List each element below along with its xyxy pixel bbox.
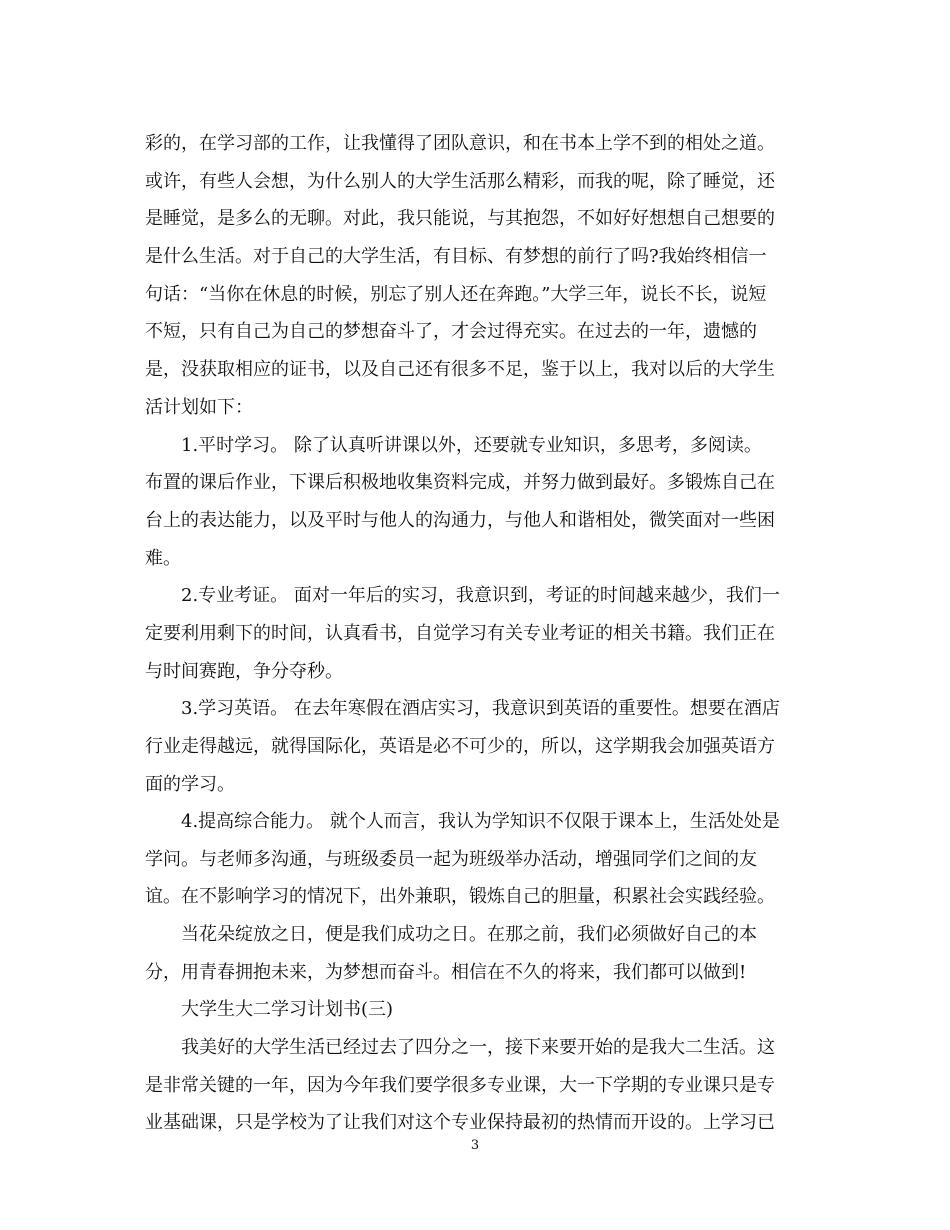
paragraph-line: 句话：“当你在休息的时候，别忘了别人还在奔跑。”大学三年，说长不长，说短 [145,284,767,305]
list-item-2-first-line: 2.专业考证。 面对一年后的实习，我意识到，考证的时间越来越少，我们一 [181,585,780,606]
paragraph-line: 行业走得越远，就得国际化，英语是必不可少的，所以，这学期我会加强英语方 [145,736,775,757]
paragraph-line: 台上的表达能力，以及平时与他人的沟通力，与他人和谐相处，微笑面对一些困 [145,510,775,531]
paragraph-line: 难。 [145,548,181,569]
paragraph-line: 不短，只有自己为自己的梦想奋斗了，才会过得充实。在过去的一年，遗憾的 [145,321,757,342]
paragraph-line: 谊。在不影响学习的情况下，出外兼职，锻炼自己的胆量，积累社会实践经验。 [145,886,775,907]
paragraph-line: 或许，有些人会想，为什么别人的大学生活那么精彩，而我的呢，除了睡觉，还 [145,171,775,192]
list-item-3-first-line: 3.学习英语。 在去年寒假在酒店实习，我意识到英语的重要性。想要在酒店 [181,698,780,719]
paragraph-line: 是，没获取相应的证书，以及自己还有很多不足，鉴于以上，我对以后的大学生 [145,359,775,380]
paragraph-line: 活计划如下： [145,397,253,418]
paragraph-line: 面的学习。 [145,774,235,795]
paragraph-first-line: 我美好的大学生活已经过去了四分之一，接下来要开始的是我大二生活。这 [181,1037,775,1058]
paragraph-line: 业基础课，只是学校为了让我们对这个专业保持最初的热情而开设的。上学习已 [145,1112,775,1133]
paragraph-line: 是什么生活。对于自己的大学生活，有目标、有梦想的前行了吗?我始终相信一 [145,246,767,267]
list-item-4-first-line: 4.提高综合能力。 就个人而言，我认为学知识不仅限于课本上，生活处处是 [181,811,780,832]
list-item-1-first-line: 1.平时学习。 除了认真听讲课以外，还要就专业知识，多思考，多阅读。 [181,435,762,456]
paragraph-line: 学问。与老师多沟通，与班级委员一起为班级举办活动，增强同学们之间的友 [145,849,757,870]
paragraph-line: 是睡觉，是多么的无聊。对此，我只能说，与其抱怨，不如好好想想自己想要的 [145,208,775,229]
paragraph-line: 分，用青春拥抱未来，为梦想而奋斗。相信在不久的将来，我们都可以做到! [145,962,747,983]
page-number: 3 [470,1138,480,1153]
paragraph-line: 布置的课后作业，下课后积极地收集资料完成，并努力做到最好。多锻炼自己在 [145,472,775,493]
paragraph-line: 彩的，在学习部的工作，让我懂得了团队意识，和在书本上学不到的相处之道。 [145,133,775,154]
section-heading: 大学生大二学习计划书(三) [181,999,394,1020]
paragraph-line: 定要利用剩下的时间，认真看书，自觉学习有关专业考证的相关书籍。我们正在 [145,623,775,644]
paragraph-line: 是非常关键的一年，因为今年我们要学很多专业课，大一下学期的专业课只是专 [145,1075,775,1096]
paragraph-line: 与时间赛跑，争分夺秒。 [145,661,343,682]
paragraph-first-line: 当花朵绽放之日，便是我们成功之日。在那之前，我们必须做好自己的本 [181,924,757,945]
